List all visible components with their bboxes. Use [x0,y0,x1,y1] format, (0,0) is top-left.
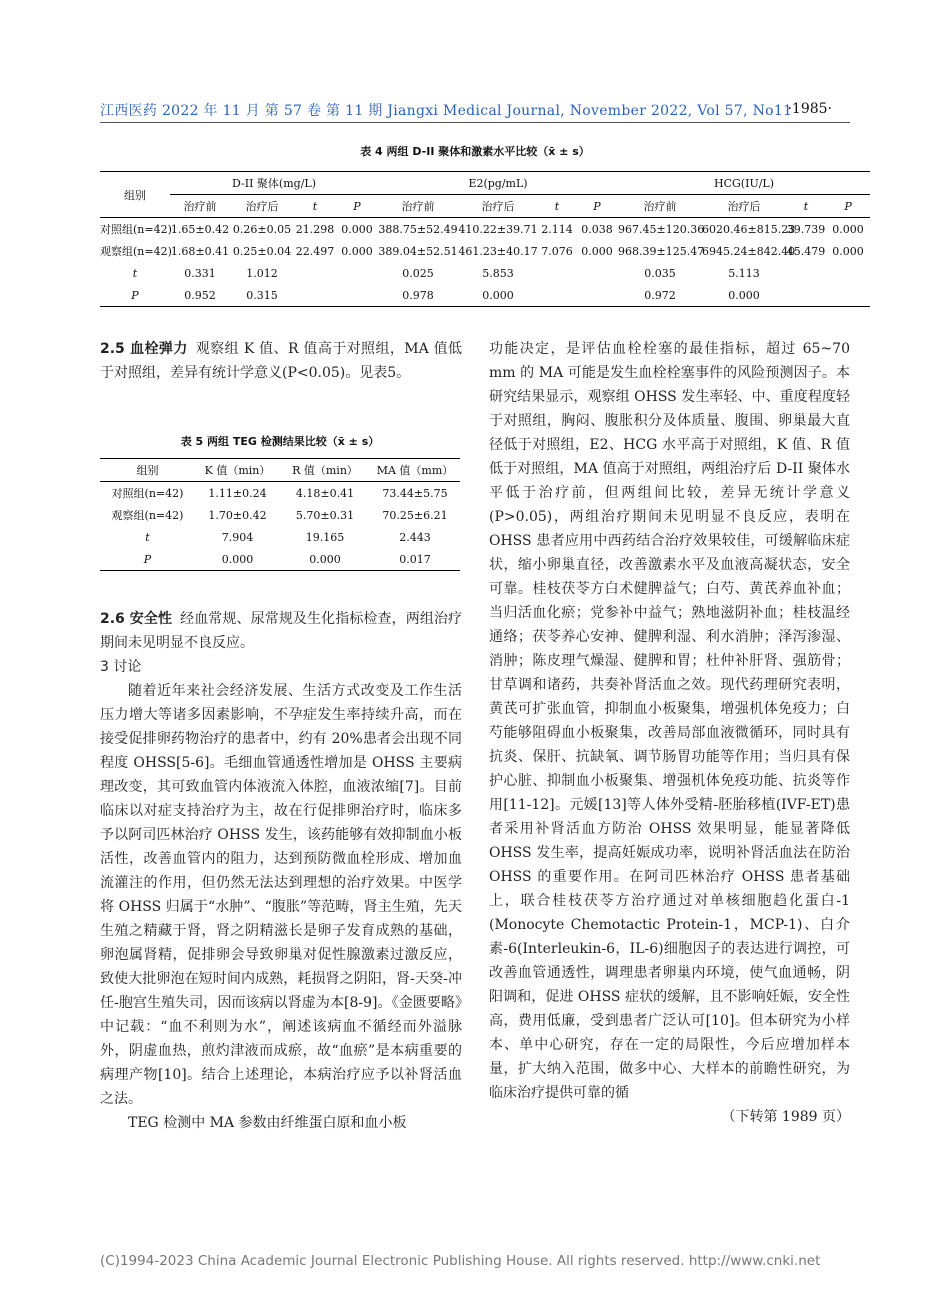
table4-group-e2: E2(pg/mL) [378,172,618,195]
table5-cell: 0.000 [280,548,370,571]
t4-sub: t [786,195,826,218]
t4-sub: 治疗前 [170,195,230,218]
table4-cell: 22.497 [295,244,335,258]
table5-cell: 0.017 [370,548,460,571]
table5-row-label: 观察组(n=42) [111,509,184,522]
table4-cell: 0.000 [458,284,538,307]
s25-heading: 2.5 血栓弹力 [100,341,188,357]
t4-sub: t [538,195,576,218]
table5-cell: 70.25±6.21 [382,508,448,522]
discussion-paragraph-2: TEG 检测中 MA 参数由纤维蛋白原和血小板 [128,1115,407,1131]
table4-cell: 0.000 [832,222,864,236]
table4-row-label: 对照组(n=42) [100,223,172,236]
table4-cell: 0.035 [644,266,676,280]
table5-row [100,548,460,571]
table4-cell [576,262,618,284]
table4-cell: 6020.46±815.23 [702,222,796,236]
right-paragraph: 功能决定，是评估血栓栓塞的最佳指标，超过 65~70 mm 的 MA 可能是发生血栓栓塞事件的风险预测因子。本研究结果显示，观察组 OHSS 发生率轻、中、重度程度轻于对照组，胸闷、腹胀积分及体质量、腹围、卵巢最大直径低于对照组，E2、HCG 水平高于对照组，K 值、R 值低于对照组，MA 值高于对照组，两组治疗后 D-II 聚体水平低于治疗前，但两组间比较，差异无统计学意义(P>0.05)，两组治疗期间未见明显不良反应，表明在 OHSS 患者应用中西药结合治疗效果较佳，可缓解临床症状，缩小卵巢直径，改善激素水平及血液高凝状态，安全可靠。桂枝茯苓方白术健脾益气；白芍、黄芪养血补血；当归活血化瘀；党参补中益气；熟地滋阴补血；桂枝温经通络；茯苓养心安神、健脾利湿、利水消肿；泽泻渗湿、消肿；陈皮理气燥湿、健脾和胃；杜仲补肝肾、强筋骨；甘草调和诸药，共奏补肾活血之效。现代药理研究表明，黄芪可扩张血管，抑制血小板聚集，增强机体免疫力；白芍能够阻碍血小板聚集，改善局部血液微循环，同时具有抗炎、保肝、抗缺氧、调节肠胃功能等作用；当归具有保护心脏、抑制血小板聚集、增强机体免疫功能、抗炎等作用[11-12]。元媛[13]等人体外受精-胚胎移植(IVF-ET)患者采用补肾活血方防治 OHSS 效果明显，能显著降低 OHSS 发生率，提高妊娠成功率，说明补肾活血法在防治 OHSS 的重要作用。在阿司匹林治疗 OHSS 患者基础上，联合桂枝茯苓方治疗通过对单核细胞趋化蛋白-1 (Monocyte Chemotactic Protein-1，MCP-1)、白介素-6(Interleukin-6，IL-6)细胞因子的表达进行调控，可改善血管通透性，调理患者卵巢内环境，使气血通畅，阴阳调和，促进 OHSS 症状的缓解，且不影响妊娠，安全性高，费用低廉，受到患者广泛认可[10]。但本研究为小样本、单中心研究，存在一定的局限性，今后应增加样本量，扩大纳入范围，做多中心、大样本的前瞻性研究，为临床治疗提供可靠的循 [489,341,850,1101]
table4-group-d2: D-II 聚体(mg/L) [170,172,378,195]
continued-note: （下转第 1989 页） [721,1109,850,1125]
table4-cell: 45.479 [786,244,826,258]
table4-cell: 21.298 [295,222,335,236]
table5-cell: 2.443 [399,530,431,544]
table4-cell: 0.000 [832,244,864,258]
table5-row [100,526,460,548]
section-2-6 [100,607,462,1135]
table5-cell: 7.904 [221,530,254,544]
table4-group-hcg: HCG(IU/L) [618,172,870,195]
t5-header: R 值（min） [280,459,370,482]
table4-row [100,284,870,307]
t4-sub: 治疗后 [702,195,786,218]
table4-cell: 1.68±0.41 [170,244,230,258]
table4-cell: 0.952 [170,284,230,307]
table5 [100,458,460,571]
discussion-paragraph-1: 随着近年来社会经济发展、生活方式改变及工作生活压力增大等诸多因素影响，不孕症发生率持续升高，而在接受促排卵药物治疗的患者中，约有 20%患者会出现不同程度 OHSS[5-6]。毛细血管通透性增加是 OHSS 主要病理改变，其可致血管内体液流入体腔，血液浓缩[7]。目前临床以对症支持治疗为主，故在行促排卵治疗时，临床多予以阿司匹林治疗 OHSS 发生，该药能够有效抑制血小板活性，改善血管内的阻力，达到预防微血栓形成、增加血流灌注的作用，但仍然无法达到理想的治疗效果。中医学将 OHSS 归属于“水肿”、“腹胀”等范畴，肾主生殖，先天生殖之精藏于肾，肾之阴精滋长是卵子发育成熟的基础，卵泡属肾精，促排卵会导致卵巢对促性腺激素过激反应，致使大批卵泡在短时间内成熟，耗损肾之阴阳，肾-天癸-冲任-胞宫生殖失司，因而该病以肾虚为本[8-9]。《金匮要略》中记载：“血不利则为水”，阐述该病血不循经而外溢脉外，阴虚血热，煎灼津液而成瘀，故“血瘀”是本病重要的病理产物[10]。结合上述理论，本病治疗应予以补肾活血之法。 [100,683,462,1107]
table4-cell: 5.113 [728,266,760,280]
table4-row [100,218,870,241]
table5-cell: 4.18±0.41 [295,486,355,500]
t4-sub: t [294,195,336,218]
table5-cell: 19.165 [305,530,345,544]
table4-cell [538,284,576,307]
table5-cell: 73.44±5.75 [382,486,448,500]
table4-caption: 表 4 两组 D-II 聚体和激素水平比较（x̄ ± s） [360,145,590,158]
t4-sub: P [576,195,618,218]
header-rule [100,122,850,123]
table4-cell: 39.739 [786,222,826,236]
table4-cell [786,262,826,284]
table5-cell: 0.000 [195,548,280,571]
table4-cell: 0.000 [341,244,373,258]
t5-header: MA 值（mm） [370,459,460,482]
right-column [489,337,850,1129]
t4-sub: P [826,195,870,218]
table5-cell: 1.11±0.24 [208,486,267,500]
table4-cell: 0.000 [341,222,373,236]
table4-cell [294,262,336,284]
table4-row-label: t [132,266,138,280]
table4-cell [294,284,336,307]
table4-cell: 0.25±0.04 [232,244,292,258]
table5-row-label: 对照组(n=42) [111,487,184,500]
table4-cell [336,262,378,284]
table4-cell: 410.22±39.71 [458,222,538,236]
table4-cell: 7.076 [541,244,573,258]
table4-cell [538,262,576,284]
table4-cell: 389.04±52.51 [378,244,458,258]
table5-row-label: P [100,548,195,571]
page-number: ·1985· [787,101,832,117]
table4-cell: 0.26±0.05 [232,222,292,236]
table4-cell: 0.978 [378,284,458,307]
table5-caption: 表 5 两组 TEG 检测结果比较（x̄ ± s） [180,435,380,448]
table4-row [100,240,870,262]
table5-row [100,504,460,526]
table4-cell: 0.972 [618,284,702,307]
table4-cell: 0.000 [581,244,613,258]
t4-sub: 治疗后 [230,195,294,218]
table4-cell: 0.025 [402,266,434,280]
copyright-footer: (C)1994-2023 China Academic Journal Electronic Publishing House. All rights reserved. http://www.cnki.net [100,1253,821,1269]
table4-cell: 461.23±40.17 [458,244,538,258]
table4-cell: 967.45±120.36 [618,222,705,236]
table4-cell [826,262,870,284]
table4-row-label: P [100,284,170,307]
table4-cell [336,284,378,307]
table4-cell: 1.012 [246,266,278,280]
table4-cell: 0.331 [184,266,216,280]
table4-row-label: 观察组(n=42) [100,245,172,258]
table4-cell: 0.315 [230,284,294,307]
s25-text: 观察组 K 值、R 值高于对照组，MA 值低于对照组，差异有统计学意义(P<0.05)。见表5。 [100,341,463,381]
table4-cell [826,284,870,307]
table4-cell [576,284,618,307]
t4-sub: 治疗前 [378,195,458,218]
journal-header: 江西医药 2022 年 11 月 第 57 卷 第 11 期 Jiangxi Medical Journal, November 2022, Vol 57, No11 [100,103,793,119]
table5-row [100,482,460,505]
t5-header: 组别 [100,459,195,482]
table4-cell: 5.853 [482,266,514,280]
table4-cell: 968.39±125.47 [618,244,705,258]
table4-cell: 0.000 [702,284,786,307]
table5-cell: 1.70±0.42 [208,508,267,522]
section-3-title: 3 讨论 [100,659,142,675]
table4-cell: 6945.24±842.40 [702,244,796,258]
table4-cell: 2.114 [541,222,573,236]
section-2-5 [100,337,462,385]
table4-cell [786,284,826,307]
s26-text: 经血常规、尿常规及生化指标检查，两组治疗期间未见明显不良反应。 [100,611,463,651]
table4-cell: 0.038 [581,222,613,236]
table5-cell: 5.70±0.31 [295,508,355,522]
table4 [100,171,870,307]
table4-cell: 1.65±0.42 [170,222,230,236]
table4-group-header: 组别 [100,172,170,218]
table5-row-label: t [145,530,150,544]
table4-cell: 388.75±52.49 [378,222,458,236]
t5-header: K 值（min） [195,459,280,482]
t4-sub: P [336,195,378,218]
t4-sub: 治疗前 [618,195,702,218]
table4-row [100,262,870,284]
t4-sub: 治疗后 [458,195,538,218]
s26-heading: 2.6 安全性 [100,611,173,627]
